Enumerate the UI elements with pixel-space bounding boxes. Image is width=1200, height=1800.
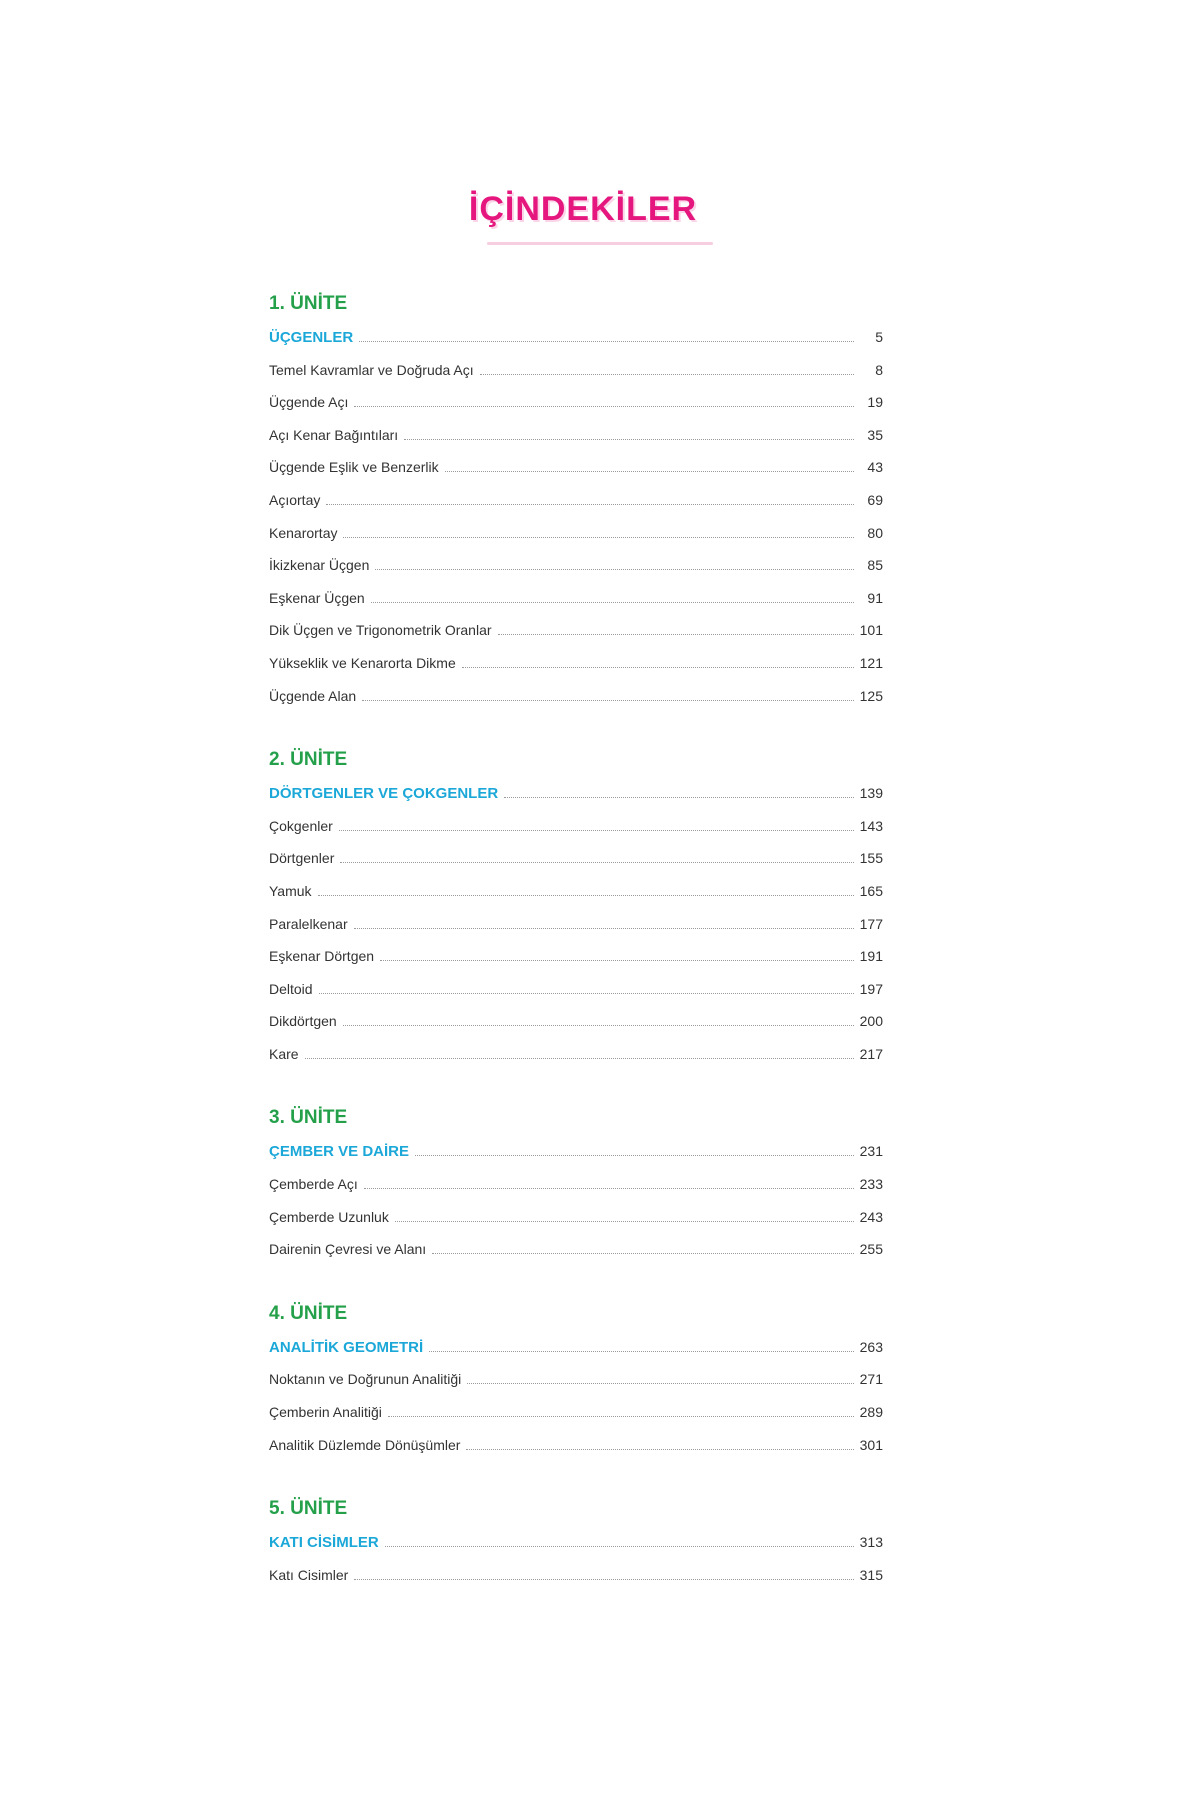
toc-entry-page: 165 xyxy=(859,882,883,899)
dot-leader xyxy=(305,1058,854,1059)
toc-entry-label: Dikdörtgen xyxy=(269,1013,337,1030)
dot-leader xyxy=(404,439,854,440)
toc-entry-label: Dörtgenler xyxy=(269,850,335,867)
toc-entry-page: 271 xyxy=(859,1371,883,1388)
toc-entry xyxy=(269,647,883,680)
toc-entry-page: 177 xyxy=(859,915,883,932)
toc-entry-label: İkizkenar Üçgen xyxy=(269,557,370,574)
toc-entry-label: Dairenin Çevresi ve Alanı xyxy=(269,1241,427,1258)
dot-leader xyxy=(319,993,854,994)
toc-entry-label: Üçgende Alan xyxy=(269,687,357,704)
toc-entry-label: Dik Üçgen ve Trigonometrik Oranlar xyxy=(269,622,492,639)
unit-3 xyxy=(269,1101,883,1265)
toc-entry-label: Deltoid xyxy=(269,980,313,997)
toc-entry-label: Eşkenar Dörtgen xyxy=(269,948,375,965)
dot-leader xyxy=(429,1351,854,1352)
toc-entry-page: 197 xyxy=(859,980,883,997)
section-heading xyxy=(269,777,883,810)
section-heading xyxy=(269,1135,883,1168)
toc-entry xyxy=(269,1038,883,1071)
dot-leader xyxy=(354,406,854,407)
toc-entry xyxy=(269,908,883,941)
toc-entry xyxy=(269,1201,883,1234)
toc-entry xyxy=(269,973,883,1006)
unit-heading: 1. ÜNİTE xyxy=(269,293,348,314)
section-heading xyxy=(269,1331,883,1364)
toc-entry-label: Açıortay xyxy=(269,491,321,508)
dot-leader xyxy=(340,862,854,863)
toc-entry-label: Açı Kenar Bağıntıları xyxy=(269,426,399,443)
toc-entry-label: Çokgenler xyxy=(269,817,333,834)
toc-entry xyxy=(269,680,883,713)
toc-entry-label: Paralelkenar xyxy=(269,915,348,932)
section-heading-page: 5 xyxy=(875,329,883,345)
toc-entry-label: Analitik Düzlemde Dönüşümler xyxy=(269,1436,461,1453)
toc-entry-label: Yamuk xyxy=(269,882,312,899)
toc-entry-page: 301 xyxy=(859,1436,883,1453)
dot-leader xyxy=(415,1155,854,1156)
section-heading-label: ANALİTİK GEOMETRİ xyxy=(269,1338,424,1356)
unit-4 xyxy=(269,1297,883,1461)
dot-leader xyxy=(375,569,854,570)
page-title: İÇİNDEKİLER xyxy=(468,190,698,228)
toc-entry xyxy=(269,940,883,973)
dot-leader xyxy=(364,1188,854,1189)
dot-leader xyxy=(504,797,854,798)
unit-heading: 2. ÜNİTE xyxy=(269,749,348,771)
toc-entry xyxy=(269,451,883,484)
toc-entry xyxy=(269,1233,883,1266)
toc-entry-page: 255 xyxy=(859,1241,883,1258)
toc-entry xyxy=(269,517,883,550)
toc-entry-label: Eşkenar Üçgen xyxy=(269,589,365,606)
dot-leader xyxy=(432,1253,854,1254)
dot-leader xyxy=(388,1416,854,1417)
toc-entry-label: Üçgende Eşlik ve Benzerlik xyxy=(269,459,439,476)
toc-entry-page: 125 xyxy=(859,687,883,704)
toc-entry xyxy=(269,875,883,908)
toc-entry-page: 35 xyxy=(867,426,883,443)
toc-entry xyxy=(269,582,883,615)
dot-leader xyxy=(354,1579,854,1580)
toc-entry xyxy=(269,1363,883,1396)
dot-leader xyxy=(480,374,854,375)
toc-entry-page: 155 xyxy=(859,850,883,867)
toc-entry xyxy=(269,354,883,387)
toc-entry-page: 80 xyxy=(867,524,883,541)
toc-entry xyxy=(269,810,883,843)
toc-entry xyxy=(269,484,883,517)
toc-entry-label: Noktanın ve Doğrunun Analitiği xyxy=(269,1371,462,1388)
dot-leader xyxy=(467,1383,854,1384)
toc-entry-page: 8 xyxy=(875,361,883,378)
dot-leader xyxy=(359,341,854,342)
toc-entry-page: 217 xyxy=(859,1045,883,1062)
toc-entry-page: 121 xyxy=(859,654,883,671)
toc-entry-page: 19 xyxy=(867,394,883,411)
toc-entry-page: 200 xyxy=(859,1013,883,1030)
toc-entry xyxy=(269,1168,883,1201)
toc-entry-page: 243 xyxy=(859,1208,883,1225)
toc-entry-page: 191 xyxy=(859,948,883,965)
toc-entry-page: 143 xyxy=(859,817,883,834)
unit-5 xyxy=(269,1492,883,1591)
dot-leader xyxy=(395,1221,854,1222)
toc-entry-label: Çemberde Açı xyxy=(269,1176,358,1193)
toc-entry xyxy=(269,1396,883,1429)
toc-entry-page: 233 xyxy=(859,1176,883,1193)
section-heading-label: ÇEMBER VE DAİRE xyxy=(269,1143,410,1161)
section-heading-label: DÖRTGENLER VE ÇOKGENLER xyxy=(269,785,499,803)
toc-entry xyxy=(269,1559,883,1592)
dot-leader xyxy=(343,1025,854,1026)
dot-leader xyxy=(466,1449,854,1450)
toc-entry xyxy=(269,614,883,647)
unit-heading: 5. ÜNİTE xyxy=(269,1498,348,1520)
toc-entry-label: Çemberin Analitiği xyxy=(269,1404,382,1421)
dot-leader xyxy=(339,830,854,831)
toc-entry-label: Temel Kavramlar ve Doğruda Açı xyxy=(269,361,474,378)
dot-leader xyxy=(385,1546,854,1547)
section-heading-page: 231 xyxy=(859,1143,883,1160)
toc-entry xyxy=(269,419,883,452)
section-heading-label: ÜÇGENLER xyxy=(269,329,354,346)
dot-leader xyxy=(354,928,854,929)
toc-entry-label: Üçgende Açı xyxy=(269,394,349,411)
dot-leader xyxy=(318,895,854,896)
unit-heading: 4. ÜNİTE xyxy=(269,1302,348,1324)
unit-1 xyxy=(269,287,883,712)
toc-entry-label: Kare xyxy=(269,1045,299,1062)
toc-entry-page: 315 xyxy=(859,1566,883,1583)
toc-entry-page: 85 xyxy=(867,557,883,574)
toc-entry xyxy=(269,842,883,875)
unit-heading: 3. ÜNİTE xyxy=(269,1107,348,1129)
dot-leader xyxy=(380,960,854,961)
toc-entry-label: Yükseklik ve Kenarorta Dikme xyxy=(269,654,456,671)
section-heading xyxy=(269,321,883,354)
toc-entry-page: 289 xyxy=(859,1404,883,1421)
toc-entry xyxy=(269,549,883,582)
section-heading xyxy=(269,1526,883,1559)
dot-leader xyxy=(371,602,854,603)
dot-leader xyxy=(498,634,854,635)
toc-entry xyxy=(269,1429,883,1462)
toc-entry-label: Kenarortay xyxy=(269,524,338,541)
toc-entry-label: Çemberde Uzunluk xyxy=(269,1208,389,1225)
dot-leader xyxy=(362,700,854,701)
section-heading-page: 313 xyxy=(859,1534,883,1551)
dot-leader xyxy=(343,537,854,538)
toc-entry-page: 69 xyxy=(867,491,883,508)
toc-entry-label: Katı Cisimler xyxy=(269,1566,349,1583)
toc-entry-page: 101 xyxy=(859,622,883,639)
section-heading-label: KATI CİSİMLER xyxy=(269,1534,379,1552)
dot-leader xyxy=(445,471,854,472)
table-of-contents xyxy=(269,287,883,1591)
toc-entry-page: 43 xyxy=(867,459,883,476)
dot-leader xyxy=(326,504,854,505)
unit-2 xyxy=(269,743,883,1070)
toc-entry xyxy=(269,1005,883,1038)
section-heading-page: 263 xyxy=(859,1338,883,1355)
dot-leader xyxy=(462,667,854,668)
title-underline xyxy=(487,242,713,245)
toc-entry xyxy=(269,386,883,419)
toc-entry-page: 91 xyxy=(867,589,883,606)
section-heading-page: 139 xyxy=(859,785,883,802)
